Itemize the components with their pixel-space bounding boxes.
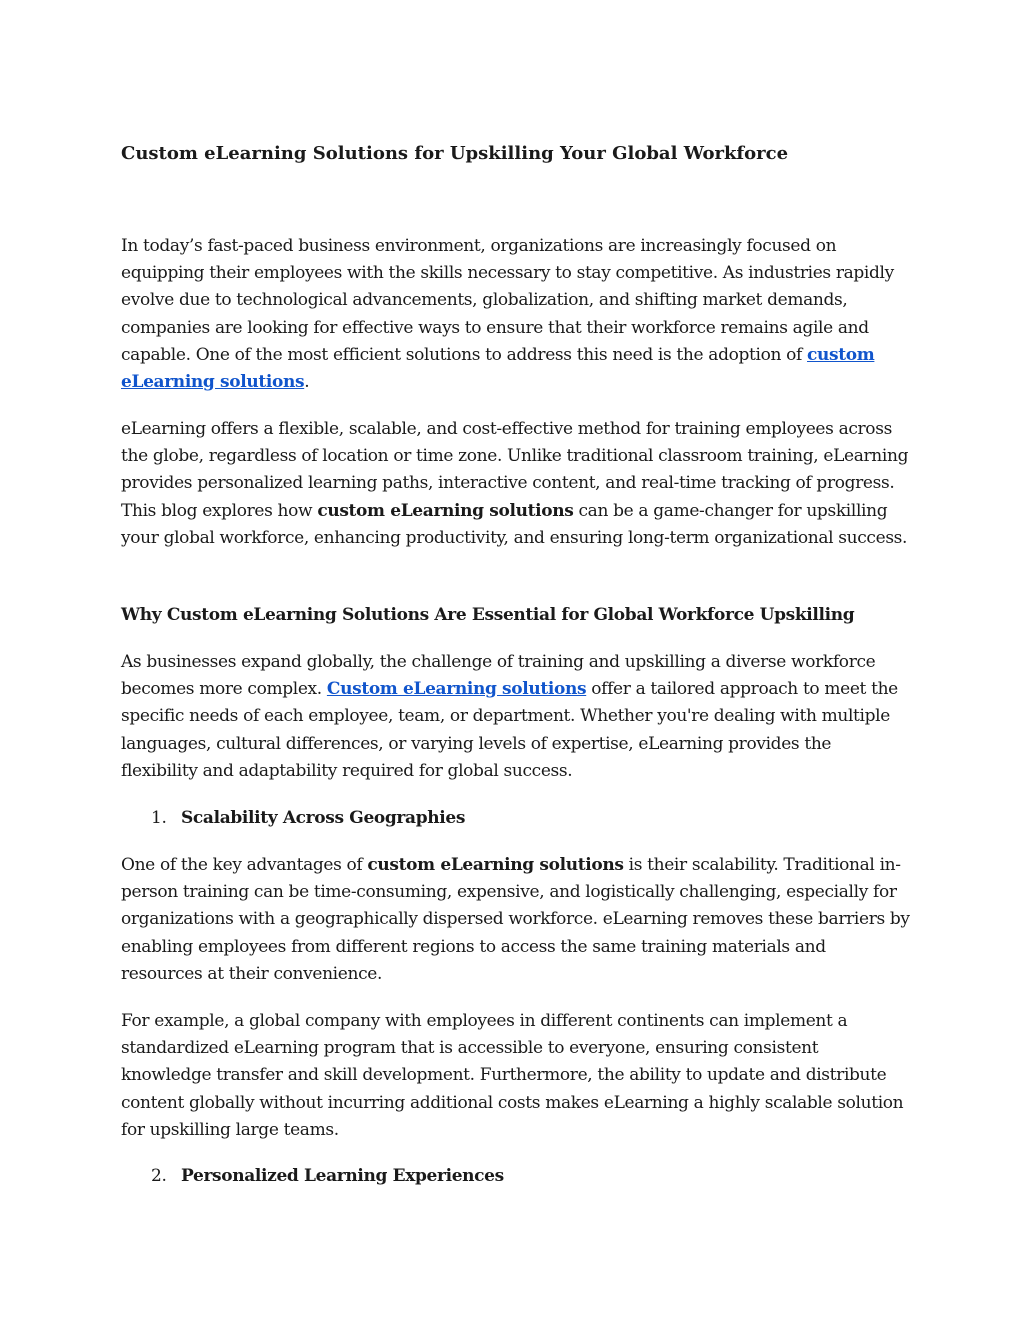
- list-number: 2.: [151, 1166, 167, 1186]
- challenge-text: As businesses expand globally, the challenge of training and upskilling a diverse workforce becomes more complex.: [121, 652, 876, 700]
- scalability-text: One of the key advantages of: [121, 855, 368, 875]
- list-label: Scalability Across Geographies: [181, 808, 466, 828]
- document-title: Custom eLearning Solutions for Upskilling Your Global Workforce: [121, 143, 789, 164]
- custom-elearning-link-1[interactable]: custom eLearning solutions: [121, 344, 875, 393]
- list-item: [151, 806, 465, 830]
- overview-paragraph: [121, 416, 911, 552]
- intro-text-end: .: [304, 372, 310, 393]
- scalability-bold-phrase: custom eLearning solutions: [367, 855, 624, 875]
- custom-elearning-link-2[interactable]: Custom eLearning solutions: [326, 679, 587, 700]
- list-item: [151, 1164, 504, 1188]
- overview-text-end: can be a game-changer for upskilling your global workforce, enhancing productivity, and ensuring long-term organizational success.: [121, 500, 908, 548]
- section-heading: Why Custom eLearning Solutions Are Essential for Global Workforce Upskilling: [121, 605, 855, 625]
- challenge-text-end: offer a tailored approach to meet the specific needs of each employee, team, or department. Whether you're dealing with multiple languages, cultural differences, or varying levels of expertise, eLearning provides the flexibility and adaptability required for global success.: [121, 679, 898, 781]
- overview-text: eLearning offers a flexible, scalable, and cost-effective method for training employees across the globe, regardless of location or time zone. Unlike traditional classroom training, eLearning provides personalized learning paths, interactive content, and real-time tracking of progress. This blog explores how: [121, 419, 909, 521]
- example-paragraph: For example, a global company with employees in different continents can implement a standardized eLearning program that is accessible to everyone, ensuring consistent knowledge transfer and skill development. Furthermore, the ability to update and distribute content globally without incurring additional costs makes eLearning a highly scalable solution for upskilling large teams.: [121, 1011, 904, 1140]
- list-label: Personalized Learning Experiences: [181, 1166, 504, 1186]
- overview-bold-phrase: custom eLearning solutions: [317, 500, 574, 521]
- scalability-text-end: is their scalability. Traditional in-person training can be time-consuming, expensive, and logistically challenging, especially for organizations with a geographically dispersed workforce. eLearning removes these barriers by enabling employees from different regions to access the same training materials and resources at their convenience.: [121, 855, 910, 984]
- intro-paragraph: [121, 233, 911, 396]
- scalability-paragraph: [121, 852, 911, 988]
- intro-text: In today’s fast-paced business environment, organizations are increasingly focused on equipping their employees with the skills necessary to stay competitive. As industries rapidly evolve due to technological advancements, globalization, and shifting market demands, companies are looking for effective ways to ensure that their workforce remains agile and capable. One of the most efficient solutions to address this need is the adoption of: [121, 236, 894, 365]
- list-number: 1.: [151, 808, 167, 828]
- challenge-paragraph: [121, 649, 911, 785]
